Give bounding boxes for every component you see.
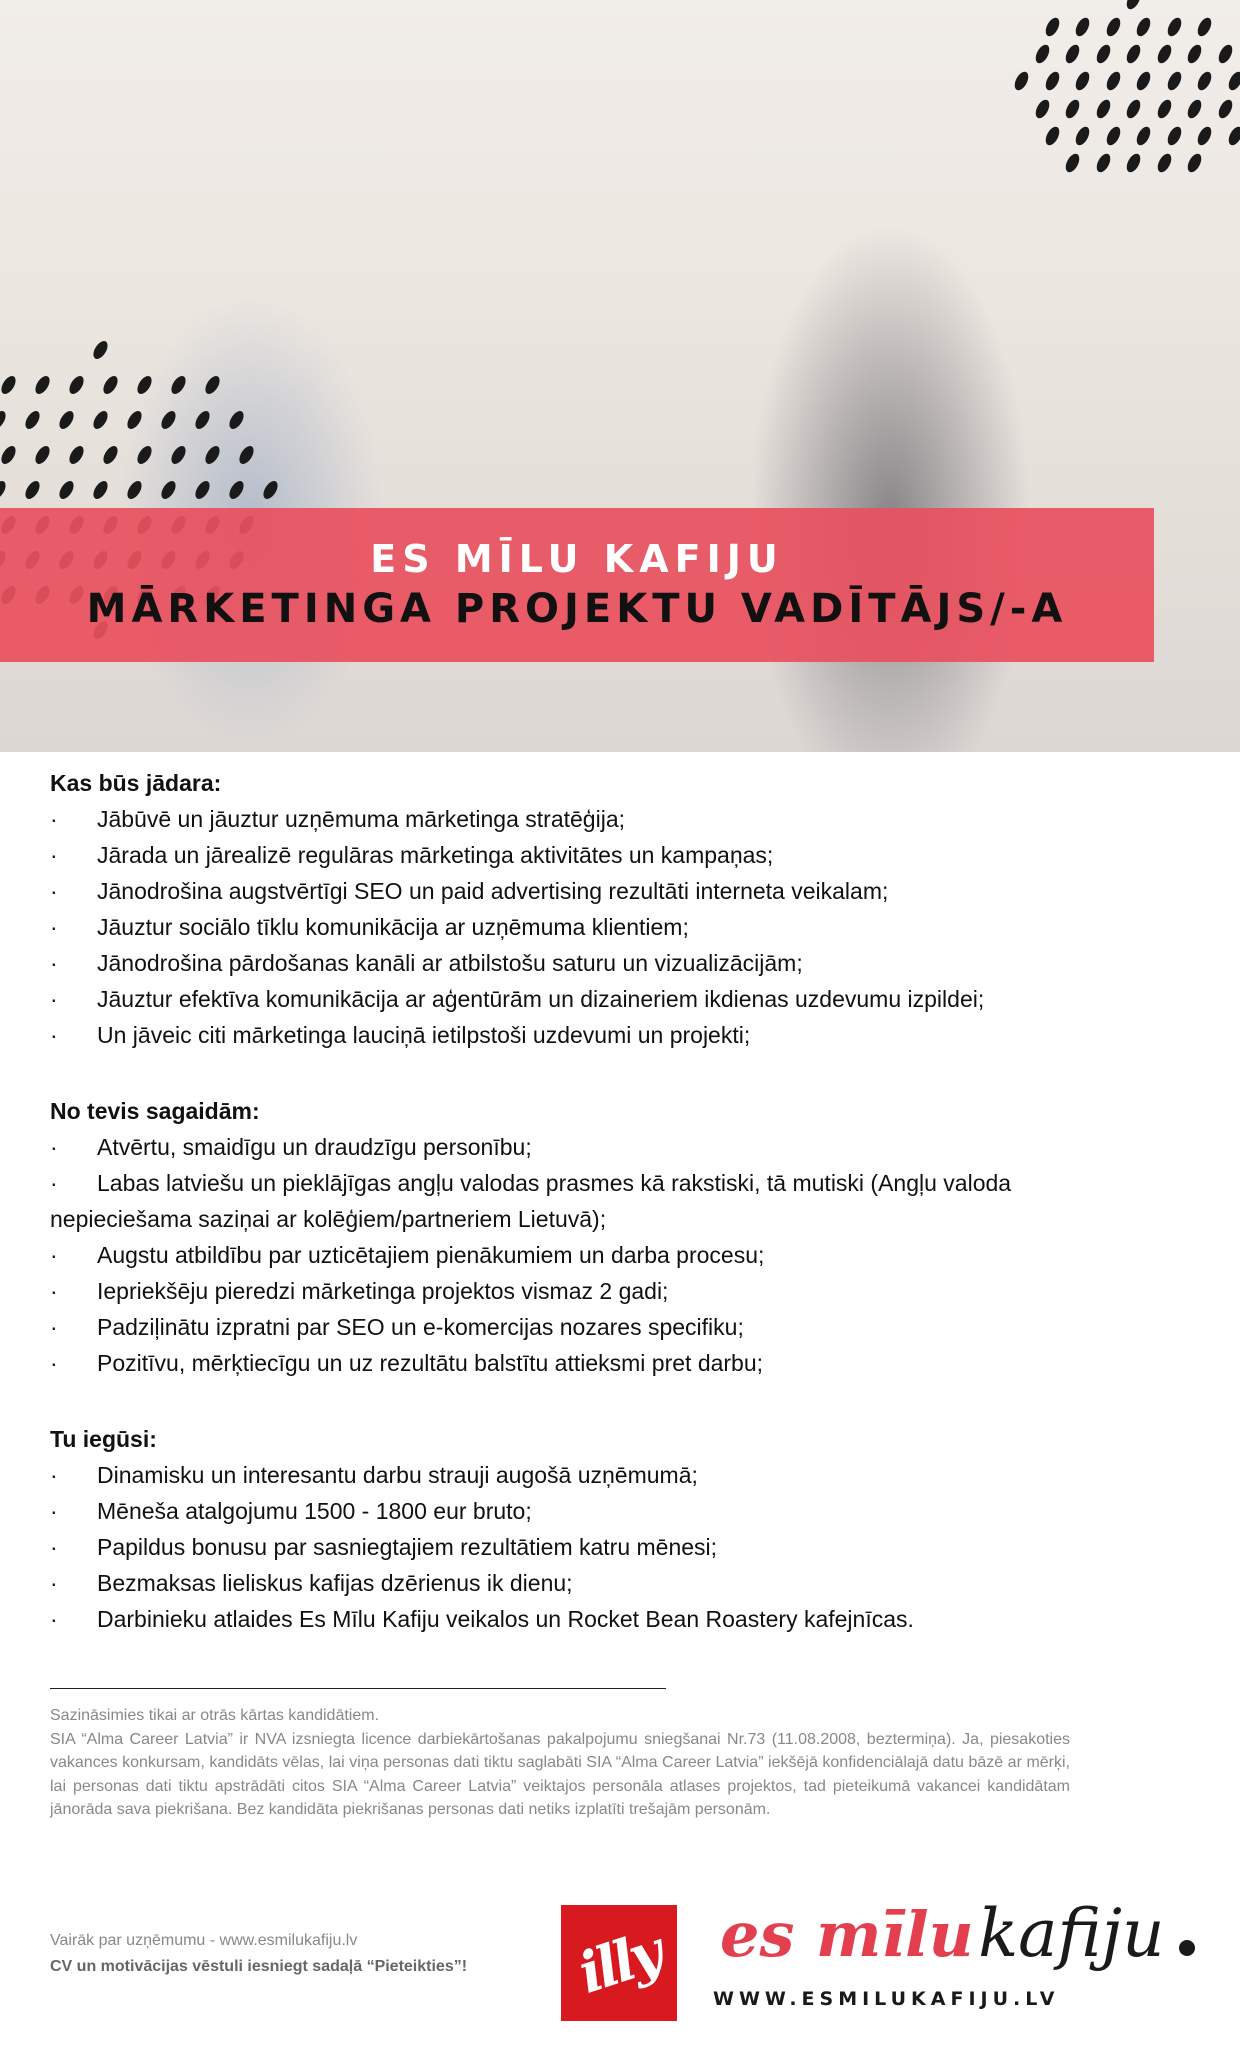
decorative-dot — [1134, 124, 1153, 147]
decorative-dot — [1063, 151, 1082, 174]
decorative-dot — [1042, 16, 1061, 39]
decorative-dot — [1154, 151, 1173, 174]
decorative-dot — [1154, 97, 1173, 120]
decorative-dot — [1063, 43, 1082, 66]
list-item: · Jānodrošina pārdošanas kanāli ar atbilstošu saturu un vizualizācijām; — [50, 945, 1110, 981]
decorative-dot — [1154, 43, 1173, 66]
requirements-section — [50, 1093, 1110, 1381]
legal-notice — [50, 1704, 1070, 1822]
bullet: · — [50, 1242, 58, 1268]
list-item: · Un jāveic citi mārketinga lauciņā ietilpstoši uzdevumi un projekti; — [50, 1017, 1110, 1053]
decorative-dot — [1124, 151, 1143, 174]
decorative-dot — [67, 444, 87, 467]
decorative-dot — [33, 374, 53, 397]
bullet: · — [50, 950, 58, 976]
bullet: · — [50, 1534, 58, 1560]
decorative-dot — [125, 479, 145, 502]
brand-logo-es: es mīlu — [720, 1898, 974, 1971]
decorative-dot — [1225, 70, 1240, 93]
apply-instructions: CV un motivācijas vēstuli iesniegt sadaļā “Pieteikties”! — [50, 1958, 468, 1975]
decorative-dot — [203, 444, 223, 467]
decorative-dot — [169, 374, 189, 397]
benefits-section — [50, 1421, 1110, 1637]
decorative-dot — [1124, 0, 1143, 11]
title-banner — [0, 508, 1154, 662]
list-item: · Jāuztur sociālo tīklu komunikācija ar uzņēmuma klientiem; — [50, 909, 1110, 945]
decorative-dot — [0, 479, 8, 502]
decorative-dot — [1195, 70, 1214, 93]
benefits-list — [50, 1457, 1110, 1637]
decorative-dot — [1103, 124, 1122, 147]
list-item: · Jāuztur efektīva komunikācija ar aģentūrām un dizaineriem ikdienas uzdevumu izpildei; — [50, 981, 1110, 1017]
decorative-dot — [91, 409, 111, 432]
illy-logo-text: illy — [570, 1919, 668, 2007]
decorative-dot — [1215, 97, 1234, 120]
duties-list — [50, 801, 1110, 1053]
decorative-dot — [1073, 70, 1092, 93]
duties-title: Kas būs jādara: — [50, 770, 222, 796]
footer-info — [50, 1928, 467, 1980]
decorative-dot — [1185, 97, 1204, 120]
decorative-dot — [169, 444, 189, 467]
list-item: · Jābūvē un jāuztur uzņēmuma mārketinga stratēģija; — [50, 801, 1110, 837]
requirements-list — [50, 1129, 1110, 1381]
decorative-dot — [1164, 70, 1183, 93]
decorative-dot — [91, 479, 111, 502]
hero-photo — [0, 0, 1240, 752]
bullet: · — [50, 986, 58, 1012]
bullet: · — [50, 1498, 58, 1524]
decorative-dot — [57, 409, 77, 432]
decorative-dot — [159, 409, 179, 432]
list-item: · Labas latviešu un pieklājīgas angļu valodas prasmes kā rakstiski, tā mutiski (Angļu valoda — [50, 1165, 1110, 1201]
decorative-dot — [101, 444, 121, 467]
duties-section — [50, 765, 1110, 1053]
decorative-dot — [135, 444, 155, 467]
list-item: · Dinamisku un interesantu darbu strauji augošā uzņēmumā; — [50, 1457, 1110, 1493]
bullet: · — [50, 806, 58, 832]
bullet: · — [50, 1170, 58, 1196]
decorative-dot — [1195, 16, 1214, 39]
list-item: · Iepriekšēju pieredzi mārketinga projektos vismaz 2 gadi; — [50, 1273, 1110, 1309]
brand-logo — [720, 1895, 1195, 1972]
decorative-dot — [23, 409, 43, 432]
decorative-dot — [101, 374, 121, 397]
decorative-dot — [1093, 151, 1112, 174]
decorative-dot — [1042, 70, 1061, 93]
list-item: · Padziļinātu izpratni par SEO un e-komercijas nozares specifiku; — [50, 1309, 1110, 1345]
decorative-dot — [1195, 124, 1214, 147]
decorative-dot — [0, 444, 18, 467]
brand-logo-kafiju: kafiju — [978, 1895, 1165, 1972]
bullet: · — [50, 1134, 58, 1160]
decorative-dot — [1032, 97, 1051, 120]
company-website-link[interactable]: Vairāk par uzņēmumu - www.esmilukafiju.lv — [50, 1932, 358, 1949]
bullet: · — [50, 1462, 58, 1488]
decorative-dot — [1124, 43, 1143, 66]
decorative-dot — [1164, 16, 1183, 39]
decorative-dot — [1185, 43, 1204, 66]
job-title-heading: MĀRKETINGA PROJEKTU VADĪTĀJS/-A — [86, 585, 1068, 632]
decorative-dot — [237, 444, 257, 467]
list-item: · Bezmaksas lieliskus kafijas dzērienus ik dienu; — [50, 1565, 1110, 1601]
decorative-dot — [23, 479, 43, 502]
decorative-dot — [1124, 97, 1143, 120]
decorative-dot — [1093, 43, 1112, 66]
decorative-dot — [1225, 124, 1240, 147]
decorative-dot — [1032, 43, 1051, 66]
decorative-dot — [193, 479, 213, 502]
bullet: · — [50, 878, 58, 904]
decorative-dot — [1073, 16, 1092, 39]
list-item: · Jānodrošina augstvērtīgi SEO un paid advertising rezultāti interneta veikalam; — [50, 873, 1110, 909]
bullet: · — [50, 842, 58, 868]
decorative-dot — [135, 374, 155, 397]
decorative-dot — [1042, 124, 1061, 147]
decorative-dot — [91, 339, 111, 362]
decorative-dot — [33, 444, 53, 467]
decorative-dot — [0, 409, 8, 432]
decorative-dot — [1185, 151, 1204, 174]
decorative-dot — [227, 409, 247, 432]
decorative-dot — [203, 374, 223, 397]
bullet: · — [50, 1570, 58, 1596]
brand-logo-dot — [1179, 1940, 1195, 1956]
decorative-dot — [159, 479, 179, 502]
decorative-dot — [193, 409, 213, 432]
list-item: · Papildus bonusu par sasniegtajiem rezultātiem katru mēnesi; — [50, 1529, 1110, 1565]
requirements-title: No tevis sagaidām: — [50, 1098, 260, 1124]
decorative-dot — [1164, 124, 1183, 147]
decorative-dot — [1093, 97, 1112, 120]
decorative-dot — [1134, 70, 1153, 93]
list-item: · Jārada un jārealizē regulāras mārketinga aktivitātes un kampaņas; — [50, 837, 1110, 873]
bullet: · — [50, 1606, 58, 1632]
company-name-heading: ES MĪLU KAFIJU — [370, 537, 784, 582]
decorative-dot — [1215, 43, 1234, 66]
bullet: · — [50, 1350, 58, 1376]
decorative-dot — [67, 374, 87, 397]
license-text: SIA “Alma Career Latvia” ir NVA izsniegta licence darbiekārtošanas pakalpojumu sniegšanai Nr.73 (11.08.2008, beztermiņa). Ja, piesakoties vakances konkursam, kandidāts vēlas, lai viņa personas dati tiktu saglabāti SIA “Alma Career Latvia” iekšējā konfidenciālajā datu bāzē ar mērķi, lai personas dati tiktu apstrādāti citos SIA “Alma Career Latvia” veiktajos personāla atlases projektos, tad pieteikumā vakancei kandidātam jānorāda sava piekrišana. Bez kandidāta piekrišanas personas dati netiks izplatīti trešajām personām. — [50, 1730, 1070, 1818]
list-item: · Darbinieku atlaides Es Mīlu Kafiju veikalos un Rocket Bean Roastery kafejnīcas. — [50, 1601, 1110, 1637]
decorative-dot — [1103, 70, 1122, 93]
benefits-title: Tu iegūsi: — [50, 1426, 157, 1452]
bullet: · — [50, 1278, 58, 1304]
decorative-dot — [1012, 70, 1031, 93]
illy-logo — [561, 1905, 677, 2021]
decorative-dot — [261, 479, 281, 502]
decorative-dot — [1063, 97, 1082, 120]
bullet: · — [50, 1022, 58, 1048]
list-item: · Augstu atbildību par uzticētajiem pienākumiem un darba procesu; — [50, 1237, 1110, 1273]
decorative-dot — [57, 479, 77, 502]
decorative-dot — [125, 409, 145, 432]
contact-note: Sazināsimies tikai ar otrās kārtas kandidātiem. — [50, 1707, 380, 1724]
bullet: · — [50, 1314, 58, 1340]
list-item: · Pozitīvu, mērķtiecīgu un uz rezultātu balstītu attieksmi pret darbu; — [50, 1345, 1110, 1381]
decorative-dot — [0, 374, 18, 397]
decorative-dot — [227, 479, 247, 502]
list-item: · Atvērtu, smaidīgu un draudzīgu personību; — [50, 1129, 1110, 1165]
decorative-dot — [1103, 16, 1122, 39]
list-item: · Mēneša atalgojumu 1500 - 1800 eur bruto; — [50, 1493, 1110, 1529]
decorative-dot — [1073, 124, 1092, 147]
brand-url: WWW.ESMILUKAFIJU.LV — [713, 1988, 1060, 2010]
divider — [50, 1688, 666, 1689]
job-description — [50, 765, 1110, 1677]
bullet: · — [50, 914, 58, 940]
decorative-dot — [1134, 16, 1153, 39]
list-item-continuation: nepieciešama saziņai ar kolēģiem/partneriem Lietuvā); — [50, 1206, 607, 1232]
